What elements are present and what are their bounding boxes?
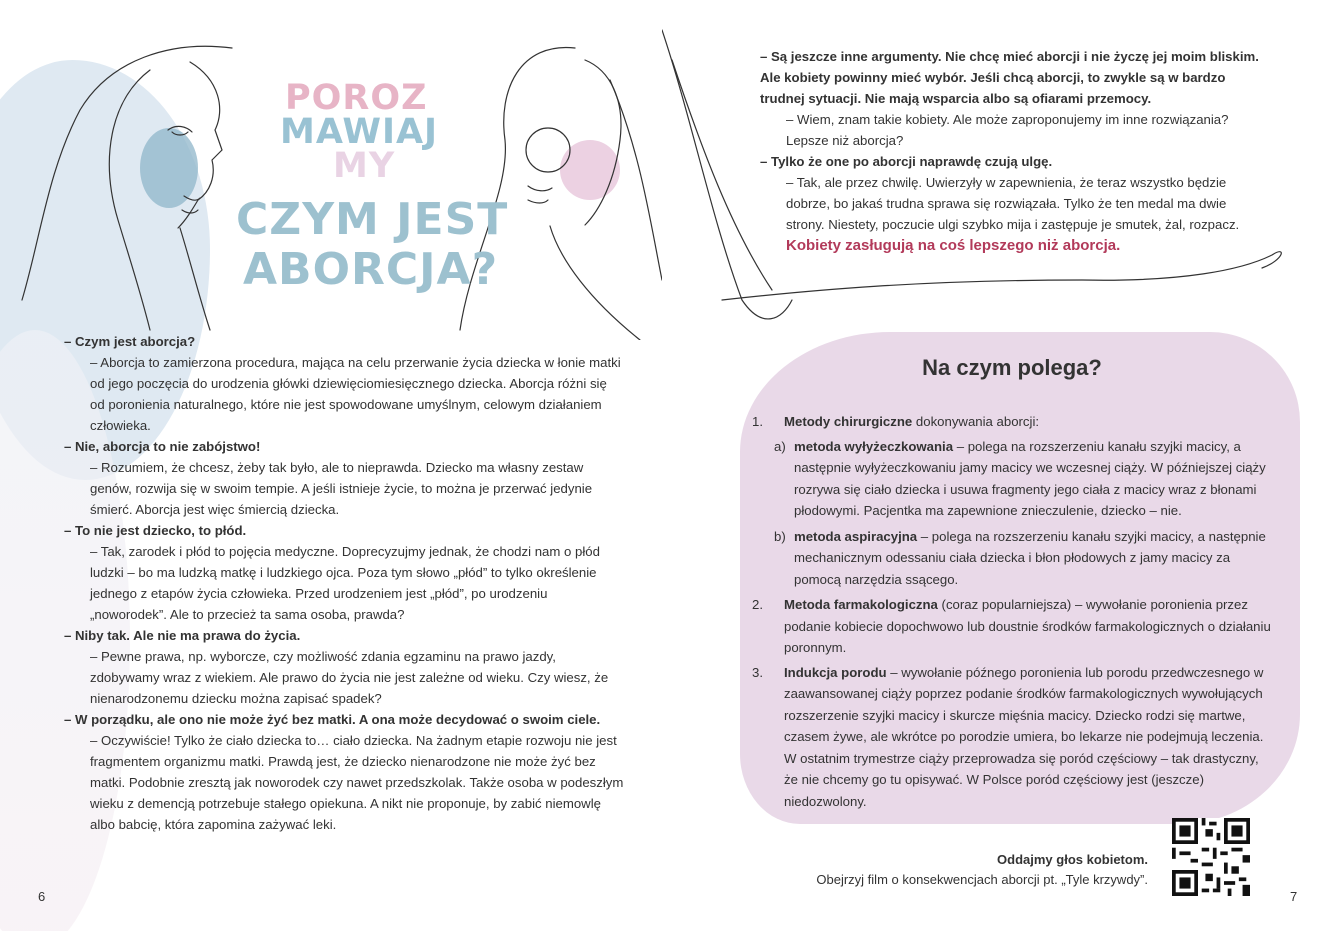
item-number: 1. — [752, 414, 763, 429]
highlight-statement: Kobiety zasługują na coś lepszego niż aborcja. — [786, 237, 1121, 254]
question-6: – Są jeszcze inne argumenty. Nie chcę mieć aborcji i nie życzę jej moim bliskim. Ale kobiety powinny mieć wybór. Jeśli chcą aborcji, to zwykle są w bardzo trudnej sytuacji. Nie mają wsparcia albo są ofiarami przemocy. — [760, 49, 1259, 106]
subitem-letter: a) — [774, 438, 786, 454]
left-face-profile — [178, 62, 222, 228]
method-item-1 — [752, 411, 1272, 433]
glasses-lens — [526, 128, 570, 172]
qr-code-icon[interactable] — [1172, 818, 1250, 896]
right-face-profile — [585, 60, 621, 225]
subitem-text: – polega na rozszerzeniu kanału szyjki macicy, a następnie wyłyżeczkowaniu jamy macicy we wczesnej ciąży. W późniejszej ciąży rozrywa się ciało dziecka i usuwa fragmenty jego ciała z macicy wraz z błonami płodowymi. Pacjentka ma zapewnione znieczulenie, dziecko – nie. — [794, 438, 1266, 518]
answer-7: – Tak, ale przez chwilę. Uwierzyły w zapewnienia, że teraz wszystko będzie dobrze, bo jakaś trudna sprawa się rozwiązała. Tylko że ten medal ma dwie strony. Niestety, poczucie ulgi szybko mija i zastępuje je smutek, żal, rozpacz. — [786, 175, 1240, 232]
subitem-text: – polega na rozszerzeniu kanału szyjki macicy, a następnie mechanicznym odessaniu ciała dziecka i błon płodowych z jamy macicy za pomocą narzędzia ssącego. — [794, 528, 1266, 587]
left-face-hair-line — [22, 46, 232, 300]
right-face-long-hair — [610, 80, 662, 280]
left-face-eye — [168, 126, 192, 135]
answer-6: – Wiem, znam takie kobiety. Ale może zaproponujemy im inne rozwiązania? Lepsze niż aborcja? — [786, 112, 1229, 148]
subitem-bold: metoda aspiracyjna — [794, 528, 918, 544]
left-dialogue — [64, 331, 624, 835]
answer-2: – Rozumiem, że chcesz, żeby tak było, ale to nieprawda. Dziecko ma własny zestaw genów, rozwija się w swoim tempie. A jeśli istnieje życie, to można je przerwać jedynie śmierć. Aborcja jest więc śmiercią dziecka. — [90, 460, 593, 517]
method-item-3 — [752, 662, 1272, 813]
answer-3: – Tak, zarodek i płód to pojęcia medyczne. Doprecyzujmy jednak, że chodzi nam o płód ludzki – bo ma ludzką matkę i ludzkiego ojca. Poza tym słowo „płód” to tylko określenie jednego z etapów życia człowieka. Przed urodzeniem jest „płód”, po urodzeniu „noworodek”. Ale to przecież ta sama osoba, prawda? — [90, 544, 600, 622]
answer-1: – Aborcja to zamierzona procedura, mająca na celu przerwanie życia dziecka w łonie matki od jego poczęcia do urodzenia główki dziewięciomiesięcznego dziecka. Aborcja różni się od poronienia naturalnego, które nie jest spowodowane umyślnym, celowym działaniem człowieka. — [90, 355, 621, 433]
page-number-left: 6 — [38, 889, 46, 904]
method-subitem-b — [752, 526, 1272, 591]
title-line-3: MY — [333, 146, 396, 186]
subitem-letter: b) — [774, 528, 786, 544]
item-number: 3. — [752, 664, 763, 680]
left-face-back-hair — [109, 70, 150, 330]
question-3: – To nie jest dziecko, to płód. — [64, 523, 247, 538]
heading-line-2: ABORCJA? — [243, 244, 499, 295]
item-bold: Indukcja porodu — [784, 664, 887, 680]
question-5: – W porządku, ale ono nie może żyć bez matki. A ona może decydować o swoim ciele. — [64, 712, 601, 727]
right-face-lips — [528, 186, 552, 203]
answer-5: – Oczywiście! Tylko że ciało dziecka to… ciało dziecka. Na żadnym etapie rozwoju nie jest fragmentem organizmu matki. Prawdą jest, że dziecko nienarodzone nie może żyć bez matki. Podobnie zresztą jak noworodek czy nawet przedszkolak. Także osoba w podeszłym wieku z demencją potrzebuje stałego opiekuna. A nikt nie proponuje, by zabić niemowlę albo babcię, która zapomina zażywać leki. — [90, 733, 624, 832]
item-text: dokonywania aborcji: — [912, 414, 1040, 429]
footer-callout: Oddajmy głos kobietom. — [997, 852, 1148, 867]
page-number-right: 7 — [1290, 889, 1298, 904]
title-line-2: MAWIAJ — [280, 112, 439, 152]
right-dialogue — [760, 46, 1260, 256]
methods-list — [752, 411, 1272, 815]
question-2: – Nie, aborcja to nie zabójstwo! — [64, 439, 261, 454]
item-bold: Metody chirurgiczne — [784, 414, 913, 429]
subitem-bold: metoda wyłyżeczkowania — [794, 438, 954, 454]
panel-title: Na czym polega? — [922, 355, 1102, 380]
title-line-1: POROZ — [285, 78, 428, 118]
answer-4: – Pewne prawa, np. wyborcze, czy możliwość zdania egzaminu na prawo jazdy, zdobywamy wraz z wiekiem. Ale prawo do życia nie jest zależne od wieku. Czy wiesz, że nienarodzonemu dziecku można zapisać spadek? — [90, 649, 609, 706]
right-page — [662, 0, 1320, 931]
left-face-neck — [180, 228, 210, 330]
method-subitem-a — [752, 436, 1272, 522]
method-item-2 — [752, 594, 1272, 659]
question-4: – Niby tak. Ale nie ma prawa do życia. — [64, 628, 301, 643]
item-text: (coraz popularniejsza) – wywołanie poronienia przez podanie kobiecie dopochwowo lub doustnie środków farmakologicznych o działaniu poronnym. — [784, 597, 1271, 655]
item-text: – wywołanie późnego poronienia lub porodu przedwczesnego w zaawansowanej ciąży poprzez podanie środków farmakologicznych wywołujących rozszerzenie szyjki macicy i skurcze mięśnia macicy. Dziecko rodzi się martwe, czasem żywe, ale wkrótce po porodzie umiera, bo lekarze nie podejmują leczenia. W ostatnim trymestrze ciąży przeprowadza się poród częściowy – tak drastyczny, że nie chcemy go tu opisywać. W Polsce poród częściowy jest (jeszcze) niedozwolony. — [784, 664, 1264, 809]
item-bold: Metoda farmakologiczna — [784, 597, 938, 612]
item-number: 2. — [752, 597, 763, 612]
question-1: – Czym jest aborcja? — [64, 334, 196, 349]
heading-line-1: CZYM JEST — [236, 194, 509, 245]
footer-film-link-text: Obejrzyj film o konsekwencjach aborcji pt. „Tyle krzywdy”. — [816, 872, 1148, 887]
right-face-neck — [550, 226, 640, 340]
question-7: – Tylko że one po aborcji naprawdę czują ulgę. — [760, 154, 1053, 169]
